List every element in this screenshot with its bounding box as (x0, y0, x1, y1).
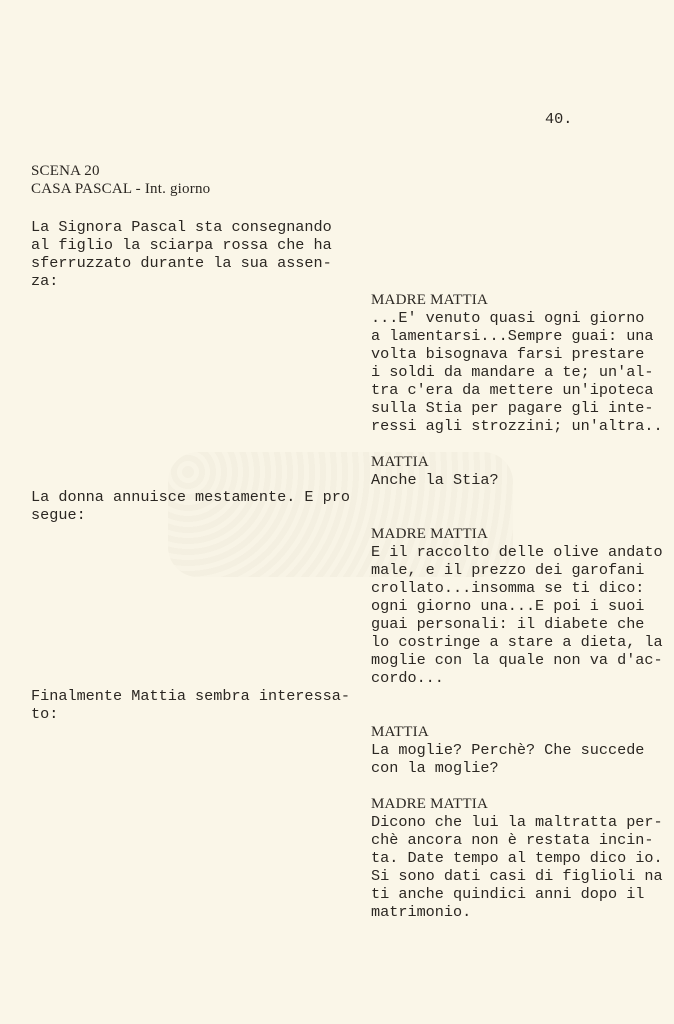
dialogue-line: moglie con la quale non va d'ac- (371, 651, 663, 669)
dialogue-line: ogni giorno una...E poi i suoi (371, 597, 645, 615)
dialogue-line: chè ancora non è restata incin- (371, 831, 654, 849)
dialogue-line: i soldi da mandare a te; un'al- (371, 363, 654, 381)
dialogue-line: cordo... (371, 669, 444, 687)
direction-line: sferruzzato durante la sua assen- (31, 254, 332, 272)
dialogue-line: con la moglie? (371, 759, 499, 777)
direction-line: La Signora Pascal sta consegnando (31, 218, 332, 236)
scene-location: CASA PASCAL - Int. giorno (31, 181, 211, 197)
dialogue-1 (371, 291, 663, 435)
dialogue-line: La moglie? Perchè? Che succede (371, 741, 645, 759)
page-number: 40. (545, 110, 573, 128)
direction-1 (31, 218, 332, 290)
dialogue-line: ...E' venuto quasi ogni giorno (371, 309, 645, 327)
direction-line: za: (31, 272, 59, 290)
dialogue-line: male, e il prezzo dei garofani (371, 561, 645, 579)
direction-line: segue: (31, 506, 86, 524)
speaker-name: MADRE MATTIA (371, 292, 488, 308)
speaker-name: MADRE MATTIA (371, 526, 488, 542)
dialogue-line: matrimonio. (371, 903, 472, 921)
dialogue-line: guai personali: il diabete che (371, 615, 645, 633)
scene-header (31, 162, 210, 198)
direction-2 (31, 488, 350, 524)
direction-line: to: (31, 705, 59, 723)
dialogue-3 (371, 525, 663, 687)
dialogue-line: crollato...insomma se ti dico: (371, 579, 645, 597)
speaker-name: MATTIA (371, 724, 429, 740)
speaker-name: MADRE MATTIA (371, 796, 488, 812)
direction-line: Finalmente Mattia sembra interessa- (31, 687, 350, 705)
dialogue-4 (371, 723, 644, 777)
dialogue-5 (371, 795, 663, 921)
dialogue-2 (371, 453, 499, 489)
scene-heading: SCENA 20 (31, 163, 100, 179)
dialogue-line: Dicono che lui la maltratta per- (371, 813, 663, 831)
dialogue-line: lo costringe a stare a dieta, la (371, 633, 663, 651)
dialogue-line: a lamentarsi...Sempre guai: una (371, 327, 654, 345)
dialogue-line: ti anche quindici anni dopo il (371, 885, 645, 903)
direction-line: al figlio la sciarpa rossa che ha (31, 236, 332, 254)
direction-3 (31, 687, 350, 723)
dialogue-line: sulla Stia per pagare gli inte- (371, 399, 654, 417)
dialogue-line: Anche la Stia? (371, 471, 499, 489)
dialogue-line: ressi agli strozzini; un'altra.. (371, 417, 663, 435)
dialogue-line: ta. Date tempo al tempo dico io. (371, 849, 663, 867)
dialogue-line: E il raccolto delle olive andato (371, 543, 663, 561)
direction-line: La donna annuisce mestamente. E pro (31, 488, 350, 506)
dialogue-line: volta bisognava farsi prestare (371, 345, 645, 363)
dialogue-line: tra c'era da mettere un'ipoteca (371, 381, 654, 399)
dialogue-line: Si sono dati casi di figlioli na (371, 867, 663, 885)
speaker-name: MATTIA (371, 454, 429, 470)
